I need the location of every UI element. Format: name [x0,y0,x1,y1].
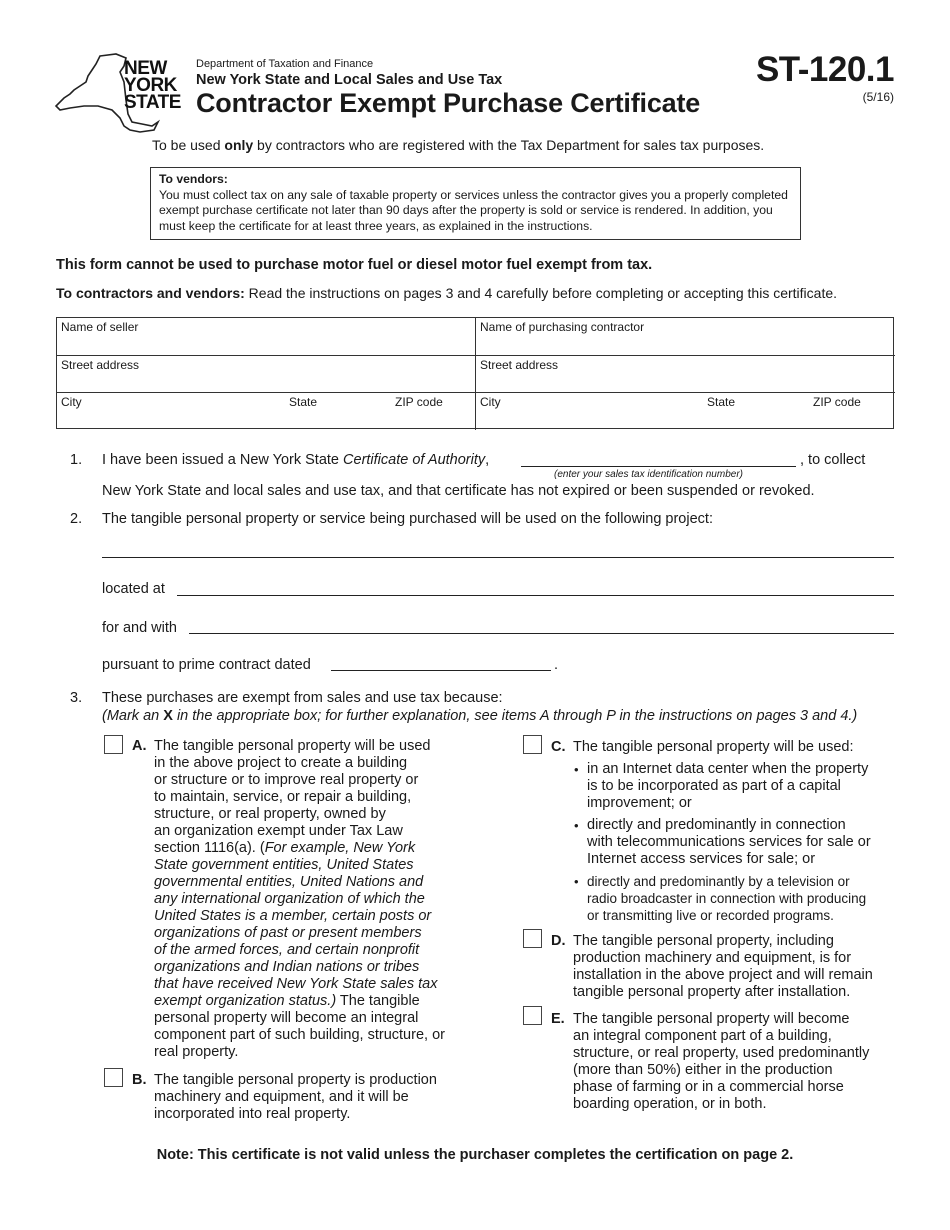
option-b-text [154,1072,474,1123]
option-d-line: tangible personal property after installation. [573,984,851,1000]
located-at-label: located at [102,581,165,597]
option-a-italic-line: that have received New York State sales tax [154,976,438,992]
option-c-bullet-line: radio broadcaster in connection with producing [587,891,867,906]
option-e-line: phase of farming or in a commercial horse [573,1079,844,1095]
seller-zip-field[interactable] [391,393,475,430]
vendors-notice-text: You must collect tax on any sale of taxable property or services unless the contractor gives you a properly completed exempt purchase certificate not later than 90 days after the property is sold or service is rendered. In addition, you must keep the certificate for at least three years, as explained in the instructions. [159,187,788,233]
bullet-icon: • [574,762,579,777]
option-e-line: an integral component part of a building, [573,1028,832,1044]
logo-word-new: NEW [124,58,167,79]
seller-city-field[interactable] [57,393,287,430]
option-a-italic-line: any international organization of which the [154,891,425,907]
vendors-notice-heading: To vendors: [159,172,228,186]
question-1-text [102,452,489,468]
option-a-italic-line: governmental entities, United Nations and [154,874,424,890]
instructions-text [56,285,837,301]
option-c-bullet-2 [587,817,897,868]
intro-bold: only [224,137,254,153]
option-b-letter: B. [132,1072,147,1088]
option-a-line: to maintain, service, or repair a building, [154,789,412,805]
option-e-text [573,1011,903,1113]
option-d-line: The tangible personal property, including [573,933,834,949]
question-1-after: , to collect [800,452,866,468]
logo-word-york: YORK [124,75,177,96]
option-c-lead: The tangible personal property will be used: [573,739,854,755]
q1-before: I have been issued a New York State [102,452,344,468]
option-c-bullet-line: with telecommunications services for sale or [587,834,871,850]
option-b-line: machinery and equipment, and it will be [154,1089,409,1105]
option-b-line: The tangible personal property is production [154,1072,437,1088]
form-revision: (5/16) [862,90,894,104]
seller-name-label: Name of seller [61,320,139,334]
seller-street-field[interactable] [57,356,475,392]
q1-comma: , [485,452,490,468]
contractor-state-field[interactable] [703,393,803,430]
q3-note-after: in the appropriate box; for further explanation, see items A through P in the instructions on pages 3 and 4.) [172,708,858,724]
intro-text [152,137,764,153]
option-e-line: boarding operation, or in both. [573,1096,767,1112]
contractor-zip-field[interactable] [809,393,895,430]
prime-contract-label: pursuant to prime contract dated [102,657,311,673]
option-e-letter: E. [551,1011,565,1027]
bullet-icon: • [574,874,579,889]
for-and-with-input[interactable] [189,633,894,634]
contractor-city-field[interactable] [476,393,704,430]
seller-street-label: Street address [61,358,140,372]
option-a-checkbox[interactable] [104,735,123,754]
option-a-tail-line: real property. [154,1044,239,1060]
seller-state-field[interactable] [285,393,385,430]
intro-after: by contractors who are registered with the Tax Department for sales tax purposes. [253,137,765,153]
option-a-line: an organization exempt under Tax Law [154,823,403,839]
option-c-bullet-3 [587,873,897,924]
option-c-bullet-1 [587,761,897,812]
option-d-line: installation in the above project and will remain [573,967,873,983]
contractor-name-field[interactable] [476,318,895,355]
motor-fuel-warning: This form cannot be used to purchase motor fuel or diesel motor fuel exempt from tax. [56,257,653,273]
option-c-bullet-line: improvement; or [587,795,692,811]
option-a-tail-line: component part of such building, structure, or [154,1027,445,1043]
option-c-bullet-line: in an Internet data center when the property [587,761,869,777]
contractor-street-field[interactable] [476,356,895,392]
validity-note: Note: This certificate is not valid unless the purchaser completes the certification on page 2. [156,1147,794,1163]
form-title: Contractor Exempt Purchase Certificate [196,88,701,118]
option-a-tail-line: The tangible [336,993,420,1009]
option-a-line [154,840,474,857]
contractor-street-label: Street address [480,358,559,372]
instructions-body: Read the instructions on pages 3 and 4 carefully before completing or accepting this certificate. [244,285,838,301]
seller-contractor-info-table [56,317,894,429]
option-a-line: in the above project to create a building [154,755,408,771]
option-e-line: (more than 50%) either in the production [573,1062,833,1078]
question-2-text: The tangible personal property or service being purchased will be used on the following project: [102,511,713,527]
contractor-name-label: Name of purchasing contractor [480,320,645,334]
option-a-italic-line: organizations of past or present members [154,925,422,941]
option-a-italic-line: State government entities, United States [154,857,414,873]
question-1-number: 1. [70,452,83,468]
option-b-checkbox[interactable] [104,1068,123,1087]
option-c-bullet-line: or transmitting live or recorded programs. [587,908,834,923]
vendors-notice-box [150,167,801,240]
question-3-note [102,708,857,724]
q3-note-before: (Mark an [102,708,164,724]
nys-logo [54,52,184,134]
option-b-line: incorporated into real property. [154,1106,351,1122]
option-a-text [154,738,474,1061]
seller-zip-label: ZIP code [395,395,443,409]
option-a-italic-line: United States is a member, certain posts or [154,908,432,924]
sales-tax-id-hint: (enter your sales tax identification number) [554,469,743,480]
option-c-checkbox[interactable] [523,735,542,754]
option-a-letter: A. [132,738,147,754]
option-d-letter: D. [551,933,566,949]
q3-note-x: X [163,708,173,724]
project-description-input[interactable] [102,557,894,558]
question-1-line2: New York State and local sales and use tax, and that certificate has not expired or been suspended or revoked. [102,483,815,499]
seller-city-label: City [61,395,82,409]
option-c-letter: C. [551,739,566,755]
contractor-city-label: City [480,395,501,409]
q1-italic: Certificate of Authority [343,452,486,468]
option-e-line: structure, or real property, used predominantly [573,1045,870,1061]
form-subtitle: New York State and Local Sales and Use Tax [196,72,503,88]
logo-word-state: STATE [124,92,181,113]
question-3-text: These purchases are exempt from sales and use tax because: [102,690,503,706]
project-location-input[interactable] [177,595,894,596]
option-e-line: The tangible personal property will become [573,1011,850,1027]
instructions-bold: To contractors and vendors: [56,285,245,301]
seller-name-field[interactable] [57,318,475,355]
option-a-example-lead: For example [264,840,346,856]
option-a-line: or structure or to improve real property or [154,772,419,788]
form-number: ST-120.1 [755,50,894,89]
option-a-line: structure, or real property, owned by [154,806,386,822]
option-c-bullet-line: directly and predominantly in connection [587,817,846,833]
question-2-number: 2. [70,511,83,527]
sales-tax-id-input[interactable] [521,466,796,467]
prime-contract-period: . [554,657,559,673]
seller-state-label: State [289,395,318,409]
option-a-italic-line: organizations and Indian nations or tribes [154,959,420,975]
question-3-number: 3. [70,690,83,706]
option-a-italic-line: , New York [345,840,416,856]
for-and-with-label: for and with [102,620,177,636]
contractor-state-label: State [707,395,736,409]
option-d-checkbox[interactable] [523,929,542,948]
department-name: Department of Taxation and Finance [196,58,374,70]
option-a-italic-line: of the armed forces, and certain nonprofit [154,942,420,958]
prime-contract-date-input[interactable] [331,670,551,671]
option-e-checkbox[interactable] [523,1006,542,1025]
option-a-line-start: section 1116(a). ( [154,840,265,856]
option-d-text [573,933,903,1001]
option-c-bullet-line: is to be incorporated as part of a capital [587,778,841,794]
contractor-zip-label: ZIP code [813,395,861,409]
option-a-tail-line: personal property will become an integral [154,1010,419,1026]
option-c-bullet-line: directly and predominantly by a television or [587,874,850,889]
option-a-line: The tangible personal property will be used [154,738,431,754]
bullet-icon: • [574,818,579,833]
option-a-italic-line: exempt organization status.) [154,993,337,1009]
intro-before: To be used [152,137,225,153]
option-c-bullet-line: Internet access services for sale; or [587,851,816,867]
option-d-line: production machinery and equipment, is for [573,950,852,966]
